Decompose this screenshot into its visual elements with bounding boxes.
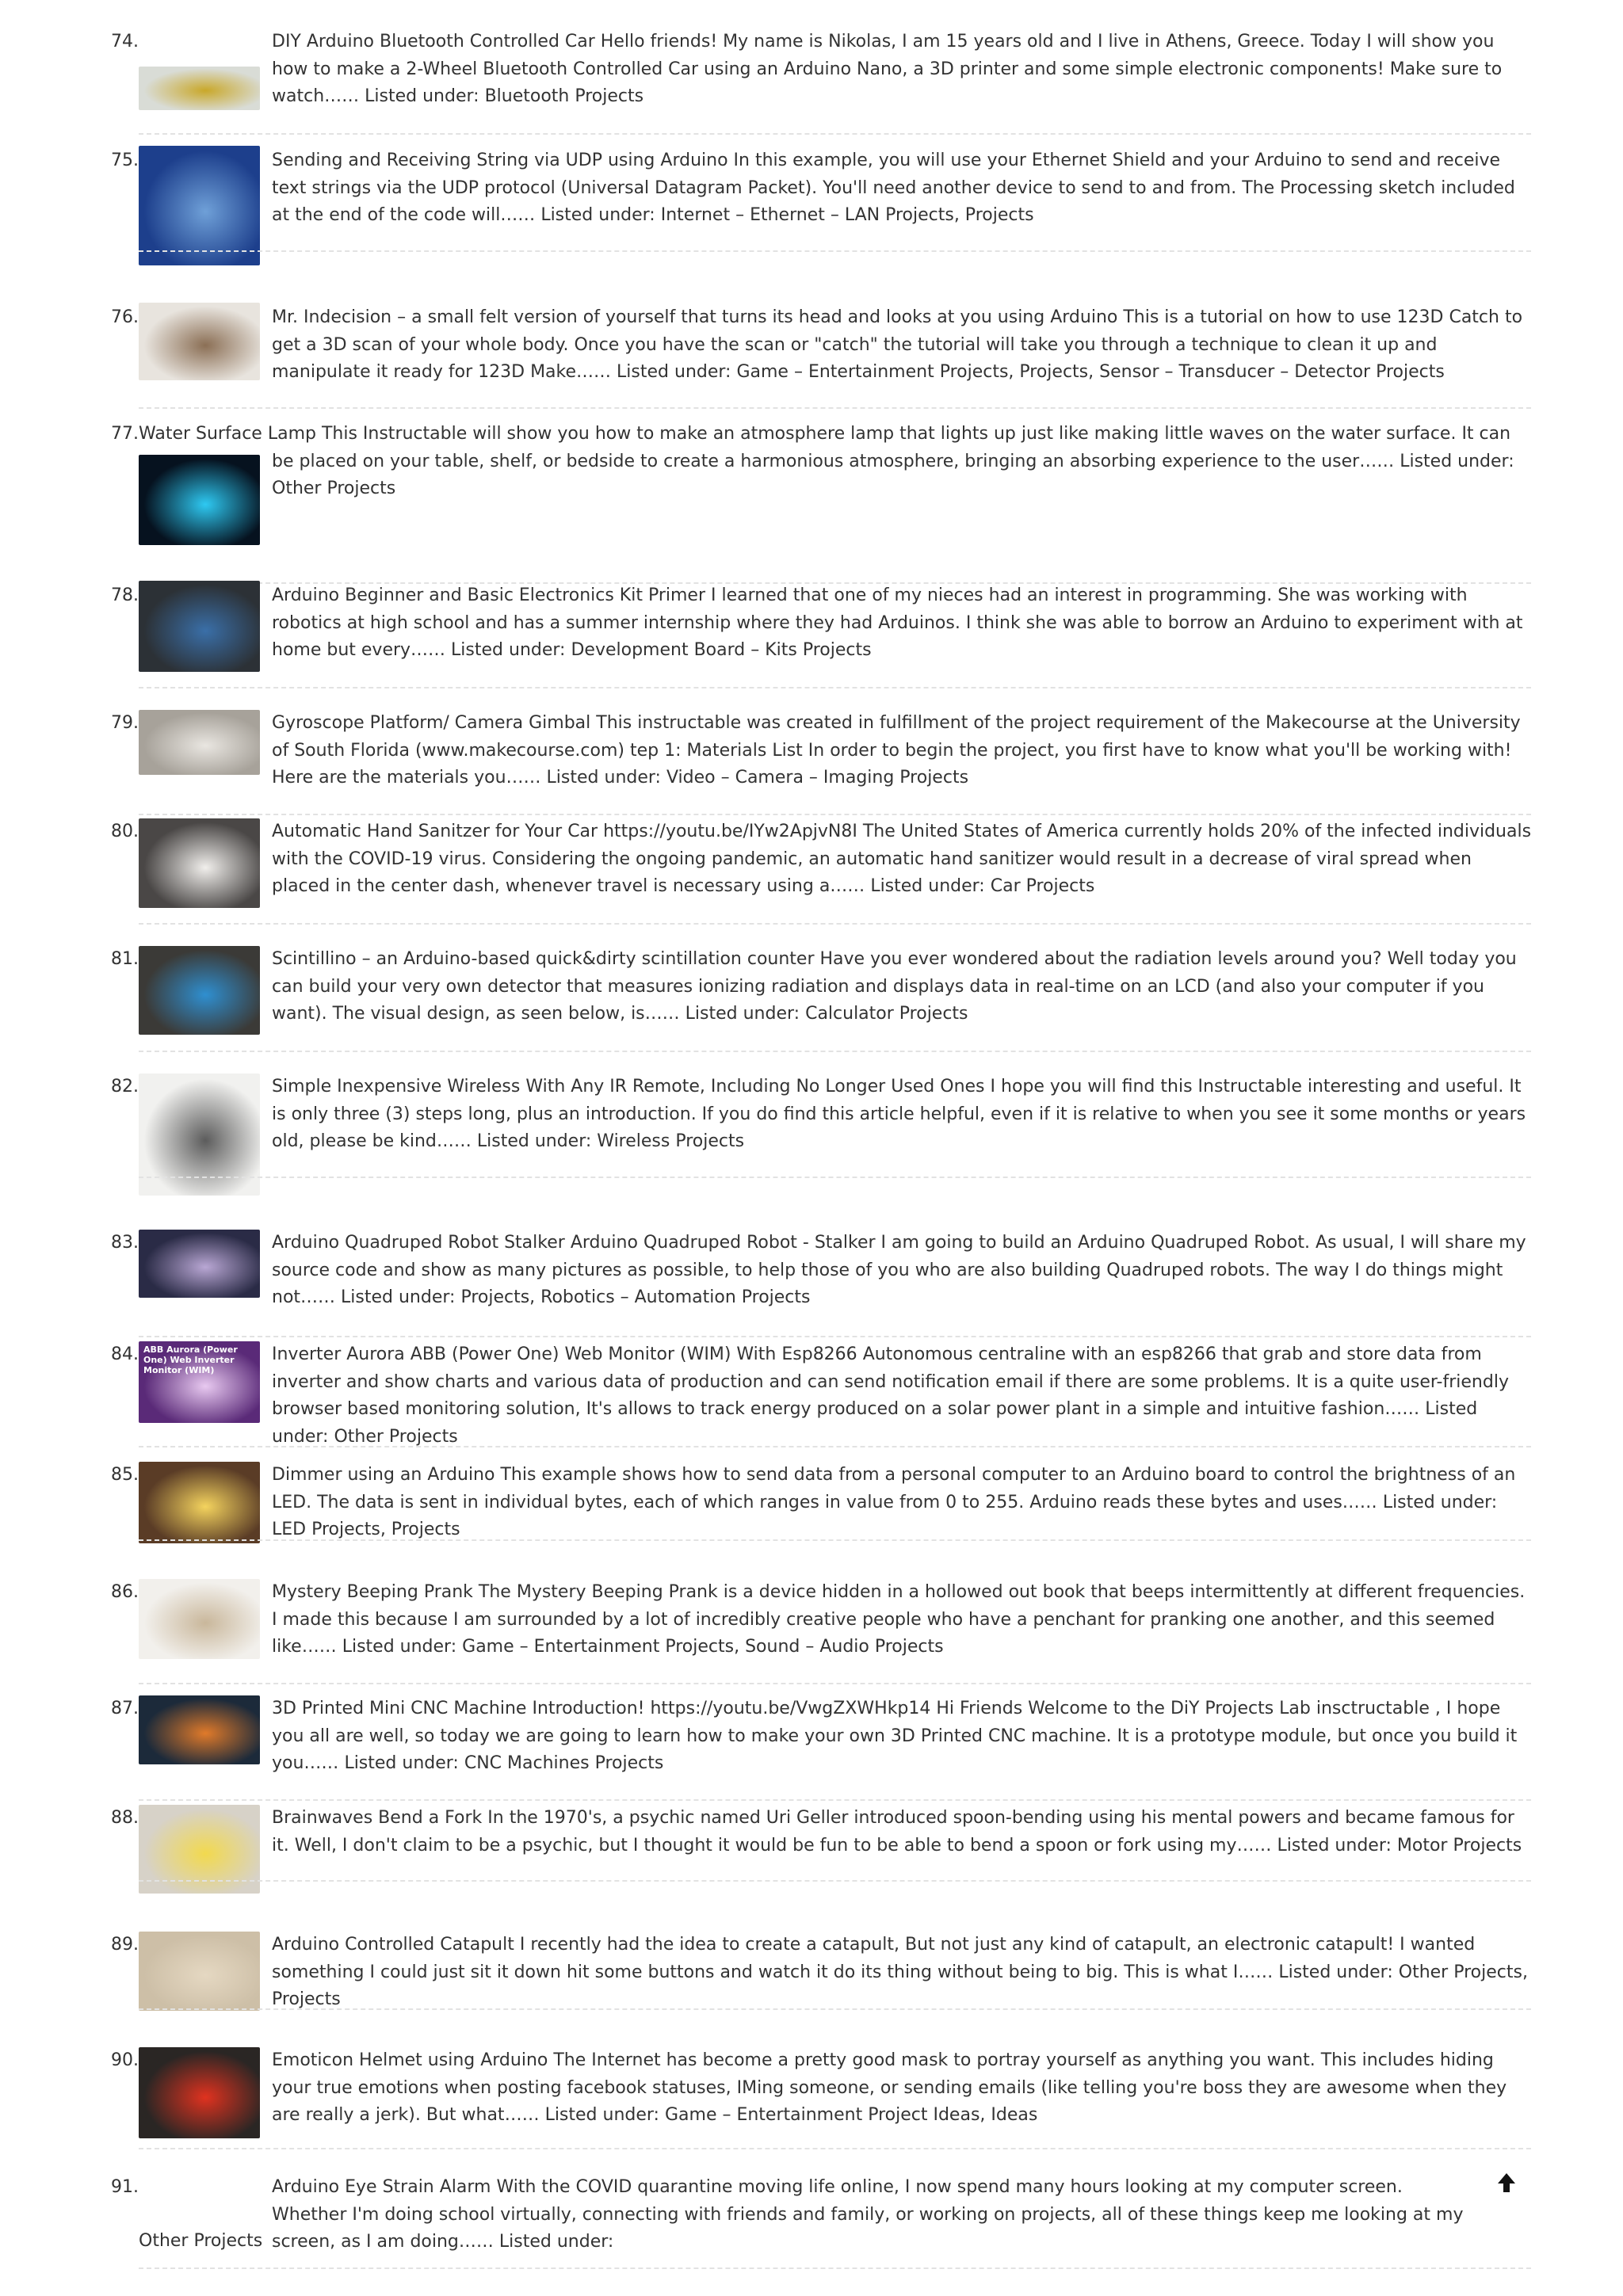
listed-under-label: Listed under: bbox=[451, 640, 566, 660]
entry-categories[interactable]: Game – Entertainment Project Ideas, Ideas bbox=[664, 2105, 1038, 2125]
entry-thumbnail[interactable] bbox=[139, 146, 260, 265]
entry-number: 91. bbox=[111, 2177, 139, 2197]
entry-thumbnail[interactable] bbox=[139, 946, 260, 1035]
entry-title-link[interactable]: Emoticon Helmet using Arduino bbox=[272, 2050, 548, 2070]
entry-excerpt: In the 1970's, a psychic named Uri Geller introduced spoon-bending using his mental powers and became famous for it. Well, I don't claim to be a psychic, but I thought it would be fun to be able to bend a spoon or fork using my…… bbox=[272, 1808, 1514, 1855]
listed-under-label: Listed under: bbox=[1278, 1962, 1393, 1982]
entry-thumbnail[interactable] bbox=[139, 818, 260, 908]
entry-number: 75. bbox=[111, 151, 139, 170]
listed-under-label: Listed under: bbox=[498, 2232, 614, 2252]
entry-categories[interactable]: Motor Projects bbox=[1396, 1835, 1522, 1855]
entry-number: 77. bbox=[111, 424, 139, 444]
entry-number: 90. bbox=[111, 2050, 139, 2070]
entry-text-tail bbox=[139, 2228, 262, 2256]
entry-separator bbox=[139, 1336, 1531, 1337]
listed-under-label: Listed under: bbox=[342, 1637, 457, 1657]
entry-separator bbox=[139, 1799, 1531, 1801]
entry-excerpt: Have you ever wondered about the radiation levels around you? Well today you can build your very own detector that measures ionizing radiation and displays data in real-time on an LCD (and also your computer if you want). The visual design, as seen below, is…… bbox=[272, 949, 1517, 1024]
entry-title-link[interactable]: Arduino Controlled Catapult bbox=[272, 1935, 514, 1955]
entry-text bbox=[272, 946, 1532, 1028]
entry-excerpt: This is a tutorial on how to use 123D Catch to get a 3D scan of your whole body. Once you have the scan or "catch" the tutorial will take you through a technique to clean it up and manipulate it ready for 123D Make…… bbox=[272, 307, 1523, 382]
entry-text bbox=[272, 818, 1532, 901]
entry-excerpt: I hope you will find this Instructable interesting and useful. It is only three (3) steps long, plus an introduction. If you do find this article helpful, even if it is relative to when you see it some months or years old, please be kind…… bbox=[272, 1077, 1526, 1151]
thumbnail-caption: ABB Aurora (Power One) Web Inverter Monitor (WIM) bbox=[143, 1344, 238, 1375]
entry-categories[interactable]: Bluetooth Projects bbox=[484, 86, 644, 106]
entry-thumbnail[interactable] bbox=[139, 710, 260, 775]
entry-thumbnail[interactable] bbox=[139, 2047, 260, 2138]
entry-categories[interactable]: Game – Entertainment Projects, Projects, Sensor – Transducer – Detector Projects bbox=[736, 362, 1445, 382]
entry-categories[interactable]: LED Projects, Projects bbox=[272, 1520, 460, 1539]
entry-separator bbox=[139, 2267, 1531, 2269]
entry-number: 85. bbox=[111, 1465, 139, 1485]
entry-title-link[interactable]: Scintillino – an Arduino-based quick&dirty scintillation counter bbox=[272, 949, 815, 969]
entry-text bbox=[272, 1074, 1532, 1156]
entry-categories[interactable]: Video – Camera – Imaging Projects bbox=[666, 768, 969, 788]
entry-categories[interactable]: Other Projects bbox=[272, 479, 396, 498]
entry-number: 83. bbox=[111, 1233, 139, 1253]
entry-thumbnail[interactable] bbox=[139, 1341, 260, 1423]
entry-text bbox=[272, 29, 1532, 111]
entry-categories[interactable]: Other Projects bbox=[139, 2231, 263, 2251]
listed-under-label: Listed under: bbox=[476, 1131, 592, 1151]
listed-under-label: Listed under: bbox=[344, 1753, 459, 1773]
entry-text bbox=[272, 1230, 1532, 1312]
entry-title-link[interactable]: Arduino Beginner and Basic Electronics Kit Primer bbox=[272, 585, 706, 605]
entry-text bbox=[272, 2174, 1476, 2256]
entry-text bbox=[272, 147, 1532, 230]
entry-title-link[interactable]: Sending and Receiving String via UDP using Arduino bbox=[272, 151, 728, 170]
entry-title-link[interactable]: Arduino Quadruped Robot Stalker bbox=[272, 1233, 565, 1253]
entry-excerpt: I recently had the idea to create a catapult, But not just any kind of catapult, an electronic catapult! I wanted something I could just sit it down hit some buttons and watch it do its thing without being to big. This is what I…… bbox=[272, 1935, 1476, 1982]
entry-text bbox=[272, 582, 1532, 665]
entry-categories[interactable]: Internet – Ethernet – LAN Projects, Projects bbox=[660, 205, 1034, 225]
entry-excerpt: This instructable was created in fulfillment of the project requirement of the Makecourse at the University of South Florida (www.makecourse.com) tep 1: Materials List In order to begin the project, you first have to know what you'll be working with! Here are the materials you…… bbox=[272, 713, 1521, 788]
entry-title-link[interactable]: Simple Inexpensive Wireless With Any IR Remote, Including No Longer Used Ones bbox=[272, 1077, 985, 1097]
entry-title-link[interactable]: 3D Printed Mini CNC Machine bbox=[272, 1699, 527, 1718]
entry-text bbox=[272, 2047, 1532, 2130]
entry-thumbnail[interactable] bbox=[139, 1462, 260, 1543]
entry-separator bbox=[139, 250, 1531, 252]
entry-categories[interactable]: Game – Entertainment Projects, Sound – Audio Projects bbox=[462, 1637, 944, 1657]
entry-categories[interactable]: Other Projects, Projects bbox=[272, 1962, 1528, 2009]
entry-separator bbox=[139, 1177, 1531, 1178]
entry-categories[interactable]: Development Board – Kits Projects bbox=[571, 640, 872, 660]
listed-under-label: Listed under: bbox=[546, 768, 661, 788]
entry-separator bbox=[139, 923, 1531, 925]
entry-number: 88. bbox=[111, 1808, 139, 1828]
entry-title-link[interactable]: Inverter Aurora ABB (Power One) Web Monitor (WIM) With Esp8266 bbox=[272, 1344, 857, 1364]
entry-title-link[interactable]: Dimmer using an Arduino bbox=[272, 1465, 495, 1485]
listed-under-label: Listed under: bbox=[1382, 1492, 1498, 1512]
entry-text bbox=[272, 1695, 1532, 1778]
entry-categories[interactable]: Car Projects bbox=[990, 876, 1095, 896]
entry-categories[interactable]: Wireless Projects bbox=[597, 1131, 745, 1151]
entry-excerpt: The Internet has become a pretty good mask to portray yourself as anything you want. This includes hiding your true emotions when posting facebook statuses, IMing someone, or sending emails (like telling you're boss they are awesome when they are really a jerk). But what…… bbox=[272, 2050, 1507, 2125]
entry-title-link[interactable]: DIY Arduino Bluetooth Controlled Car bbox=[272, 32, 595, 51]
entry-excerpt: https://youtu.be/IYw2ApjvN8I The United States of America currently holds 20% of the infected individuals with the COVID-19 virus. Considering the ongoing pandemic, an automatic hand sanitizer would result in a decrease of viral spread when placed in the center dash, whenever travel is necessary using a…… bbox=[272, 822, 1532, 896]
entry-excerpt: Hello friends! My name is Nikolas, I am 15 years old and I live in Athens, Greece. Today I will show you how to make a 2-Wheel Bluetooth Controlled Car using an Arduino Nano, a 3D printer and some simple electronic components! Make sure to watch…… bbox=[272, 32, 1503, 106]
entry-thumbnail[interactable] bbox=[139, 1230, 260, 1298]
entry-number: 87. bbox=[111, 1699, 139, 1718]
entry-categories[interactable]: Calculator Projects bbox=[805, 1004, 968, 1024]
listed-under-label: Listed under: bbox=[341, 1287, 456, 1307]
entry-separator bbox=[139, 1446, 1531, 1447]
entry-excerpt: Introduction! https://youtu.be/VwgZXWHkp14 Hi Friends Welcome to the DiY Projects Lab insctructable , I hope you all are well, so today we are going to learn how to make your own 3D Printed CNC machine. It is a prototype module, but once you build it you…… bbox=[272, 1699, 1518, 1773]
entry-text bbox=[272, 1341, 1532, 1451]
entry-separator bbox=[139, 1051, 1531, 1052]
entry-separator bbox=[139, 687, 1531, 688]
entry-text bbox=[272, 1932, 1532, 2014]
listed-under-label: Listed under: bbox=[544, 2105, 659, 2125]
listed-under-label: Listed under: bbox=[685, 1004, 800, 1024]
entry-excerpt: I learned that one of my nieces had an interest in programming. She was working with robotics at high school and has a summer internship where they had Arduinos. I think she was able to borrow an Arduino to experiment with at home but every…… bbox=[272, 585, 1523, 660]
entry-categories[interactable]: Projects, Robotics – Automation Projects bbox=[460, 1287, 811, 1307]
entry-text bbox=[272, 1462, 1532, 1544]
entry-number: 78. bbox=[111, 585, 139, 605]
arrow-up-icon bbox=[1495, 2171, 1518, 2195]
listed-under-label: Listed under: bbox=[1400, 451, 1514, 471]
entry-number: 79. bbox=[111, 713, 139, 733]
listed-under-label: Listed under: bbox=[365, 86, 479, 106]
entry-separator bbox=[139, 1880, 1531, 1882]
entry-thumbnail[interactable] bbox=[139, 303, 260, 380]
entry-excerpt: This example shows how to send data from a personal computer to an Arduino board to control the brightness of an LED. The data is sent in individual bytes, each of which ranges in value from 0 to 255. Arduino reads these bytes and uses…… bbox=[272, 1465, 1516, 1512]
entry-number: 82. bbox=[111, 1077, 139, 1097]
listed-under-label: Listed under: bbox=[617, 362, 731, 382]
entry-thumbnail[interactable] bbox=[139, 1932, 260, 2011]
entry-excerpt: This Instructable will show you how to make an atmosphere lamp that lights up just like making little waves on the water surface. It can be placed on your table, shelf, or bedside to create a harmonious atmosphere, bringing an absorbing experience to the user…… bbox=[272, 424, 1511, 471]
scroll-to-top-button[interactable] bbox=[1495, 2171, 1518, 2195]
entry-thumbnail[interactable] bbox=[139, 1579, 260, 1659]
entry-text bbox=[272, 710, 1532, 792]
entry-title-link[interactable]: Automatic Hand Sanitzer for Your Car bbox=[272, 822, 598, 841]
entry-categories[interactable]: Other Projects bbox=[334, 1426, 458, 1447]
entry-separator bbox=[139, 2008, 1531, 2010]
entry-excerpt: The Mystery Beeping Prank is a device hidden in a hollowed out book that beeps intermittently at different frequencies. I made this because I am surrounded by a lot of incredibly creative people who have a penchant for pranking one another, and this seemed like…… bbox=[272, 1582, 1526, 1657]
listed-under-label: Listed under: bbox=[1277, 1835, 1392, 1855]
entry-excerpt: In this example, you will use your Ethernet Shield and your Arduino to send and receive text strings via the UDP protocol (Universal Datagram Packet). You'll need another device to send to and from. The Processing sketch included at the end of the code will…… bbox=[272, 151, 1515, 225]
entry-excerpt: With the COVID quarantine moving life online, I now spend many hours looking at my computer screen. Whether I'm doing school virtually, connecting with friends and family, or working on projects, all of these things keep me looking at my screen, as I am doing…… bbox=[272, 2177, 1464, 2252]
entry-separator bbox=[139, 133, 1531, 135]
entry-title-link[interactable]: Brainwaves Bend a Fork bbox=[272, 1808, 483, 1828]
listed-under-label: Listed under: bbox=[540, 205, 655, 225]
listed-under-label: Listed under: bbox=[870, 876, 985, 896]
entry-excerpt: Arduino Quadruped Robot - Stalker I am going to build an Arduino Quadruped Robot. As usual, I will share my source code and show as many pictures as possible, to help those of you who are also building Quadruped robots. The way I do things might not…… bbox=[272, 1233, 1526, 1307]
entry-thumbnail[interactable] bbox=[139, 1695, 260, 1764]
listed-under-label: Listed under: bbox=[272, 1399, 1478, 1447]
entry-text bbox=[272, 304, 1532, 387]
entry-text bbox=[272, 1579, 1532, 1661]
entry-number: 86. bbox=[111, 1582, 139, 1602]
entry-text bbox=[139, 421, 1532, 503]
entry-separator bbox=[139, 407, 1531, 409]
entry-thumbnail[interactable] bbox=[139, 581, 260, 672]
entry-title-link[interactable]: Mystery Beeping Prank bbox=[272, 1582, 473, 1602]
entry-number: 76. bbox=[111, 307, 139, 327]
entry-number: 84. bbox=[111, 1344, 139, 1364]
entry-number: 74. bbox=[111, 32, 139, 51]
entry-title-link[interactable]: Gyroscope Platform/ Camera Gimbal bbox=[272, 713, 591, 733]
entry-title-link[interactable]: Arduino Eye Strain Alarm bbox=[272, 2177, 491, 2197]
entry-text bbox=[272, 1805, 1532, 1859]
entry-number: 81. bbox=[111, 949, 139, 969]
entry-categories[interactable]: CNC Machines Projects bbox=[464, 1753, 664, 1773]
entry-thumbnail[interactable] bbox=[139, 67, 260, 110]
entry-separator bbox=[139, 2148, 1531, 2149]
entry-title-link[interactable]: Water Surface Lamp bbox=[139, 424, 316, 444]
entry-title-link[interactable]: Mr. Indecision – a small felt version of yourself that turns its head and looks at you using Arduino bbox=[272, 307, 1118, 327]
entry-number: 80. bbox=[111, 822, 139, 841]
entry-excerpt: Autonomous centraline with an esp8266 that grab and store data from inverter and show charts and various data of production and can send notification email if there are some problems. It is a quite user-friendly browser based monitoring solution, It's allows to track energy produced on a solar power plant in a simple and intuitive fashion…… bbox=[272, 1344, 1509, 1419]
entry-separator bbox=[139, 814, 1531, 815]
entry-separator bbox=[139, 1683, 1531, 1684]
entry-number: 89. bbox=[111, 1935, 139, 1955]
entry-separator bbox=[139, 1539, 1531, 1541]
